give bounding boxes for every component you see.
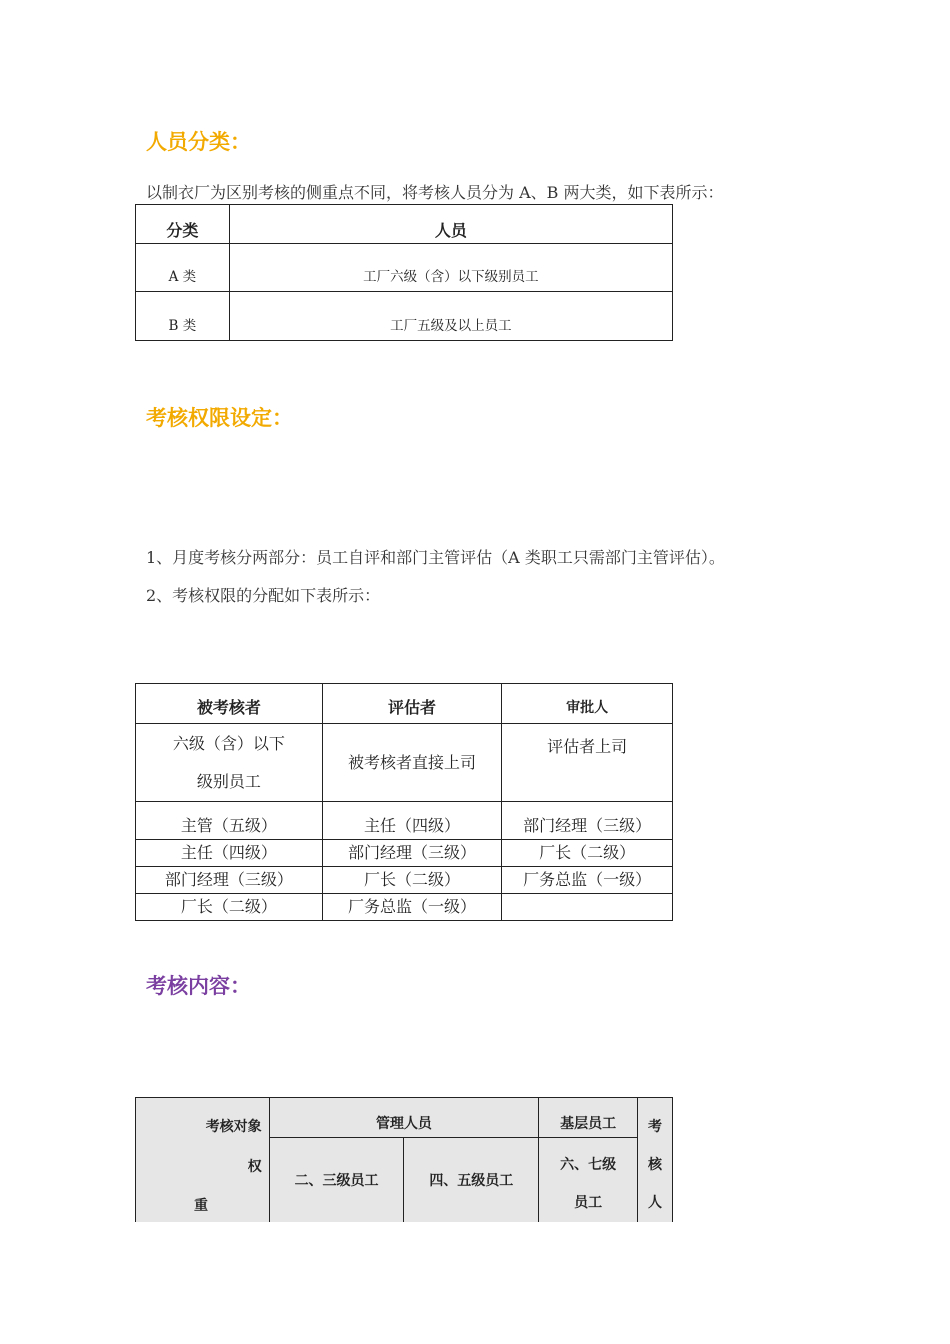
table-cell-assessee: 主任（四级） xyxy=(136,840,323,867)
corner-label-weight-1: 权 xyxy=(247,1159,262,1175)
table-cell-category: A 类 xyxy=(136,244,230,292)
table-cell-assessee: 部门经理（三级） xyxy=(136,867,323,894)
assessor-char: 人 xyxy=(648,1195,662,1211)
section-heading-content: 考核内容： xyxy=(146,974,251,998)
level-6-7-line-2: 员工 xyxy=(574,1195,603,1211)
table-cell-personnel: 工厂五级及以上员工 xyxy=(229,292,672,341)
table-cell-evaluator: 被考核者直接上司 xyxy=(322,724,502,802)
table-row xyxy=(136,867,673,894)
table-corner-cell xyxy=(136,1098,270,1223)
table-header-category: 分类 xyxy=(136,205,230,244)
table-row xyxy=(136,292,673,341)
table-row xyxy=(136,724,673,802)
section-heading-classification: 人员分类： xyxy=(146,130,251,154)
assessor-char: 核 xyxy=(648,1157,662,1173)
table-header-level-6-7 xyxy=(539,1138,638,1223)
table-cell-assessee: 厂长（二级） xyxy=(136,894,323,921)
table-cell-evaluator: 厂务总监（一级） xyxy=(322,894,502,921)
authority-item-2: 2、考核权限的分配如下表所示： xyxy=(146,586,381,605)
section-heading-authority: 考核权限设定： xyxy=(146,406,293,430)
table-cell-approver: 厂务总监（一级） xyxy=(502,867,673,894)
table-header-level-4-5: 四、五级员工 xyxy=(404,1138,539,1223)
table-row xyxy=(136,840,673,867)
table-cell-assessee xyxy=(136,724,323,802)
table-row xyxy=(136,894,673,921)
assessee-line-2: 级别员工 xyxy=(196,771,261,791)
table-cell-personnel: 工厂六级（含）以下级别员工 xyxy=(229,244,672,292)
table-header-level-2-3: 二、三级员工 xyxy=(269,1138,404,1223)
table-cell-approver: 厂长（二级） xyxy=(502,840,673,867)
corner-label-weight-2: 重 xyxy=(194,1198,208,1214)
table-row xyxy=(136,244,673,292)
table-header-assessee: 被考核者 xyxy=(136,684,323,724)
table-cell-evaluator: 厂长（二级） xyxy=(322,867,502,894)
table-cell-evaluator: 部门经理（三级） xyxy=(322,840,502,867)
table-cell-approver: 评估者上司 xyxy=(502,724,673,802)
level-6-7-line-1: 六、七级 xyxy=(560,1157,617,1173)
content-table xyxy=(135,1097,673,1222)
table-cell-category: B 类 xyxy=(136,292,230,341)
table-header-evaluator: 评估者 xyxy=(322,684,502,724)
table-header-assessor xyxy=(638,1098,673,1223)
table-cell-approver xyxy=(502,894,673,921)
table-header-management: 管理人员 xyxy=(269,1098,539,1138)
classification-intro: 以制衣厂为区别考核的侧重点不同，将考核人员分为 A、B 两大类，如下表所示： xyxy=(146,183,724,202)
table-row xyxy=(136,802,673,840)
table-cell-approver: 部门经理（三级） xyxy=(502,802,673,840)
corner-label-object: 考核对象 xyxy=(205,1119,262,1135)
authority-table xyxy=(135,683,673,921)
authority-item-1: 1、月度考核分两部分：员工自评和部门主管评估（A 类职工只需部门主管评估）。 xyxy=(146,548,725,567)
table-header-approver: 审批人 xyxy=(502,684,673,724)
table-cell-assessee: 主管（五级） xyxy=(136,802,323,840)
assessee-line-1: 六级（含）以下 xyxy=(172,733,285,753)
table-header-base-staff: 基层员工 xyxy=(539,1098,638,1138)
table-header-personnel: 人员 xyxy=(229,205,672,244)
assessor-char: 考 xyxy=(648,1119,662,1135)
table-cell-evaluator: 主任（四级） xyxy=(322,802,502,840)
classification-table xyxy=(135,204,673,341)
